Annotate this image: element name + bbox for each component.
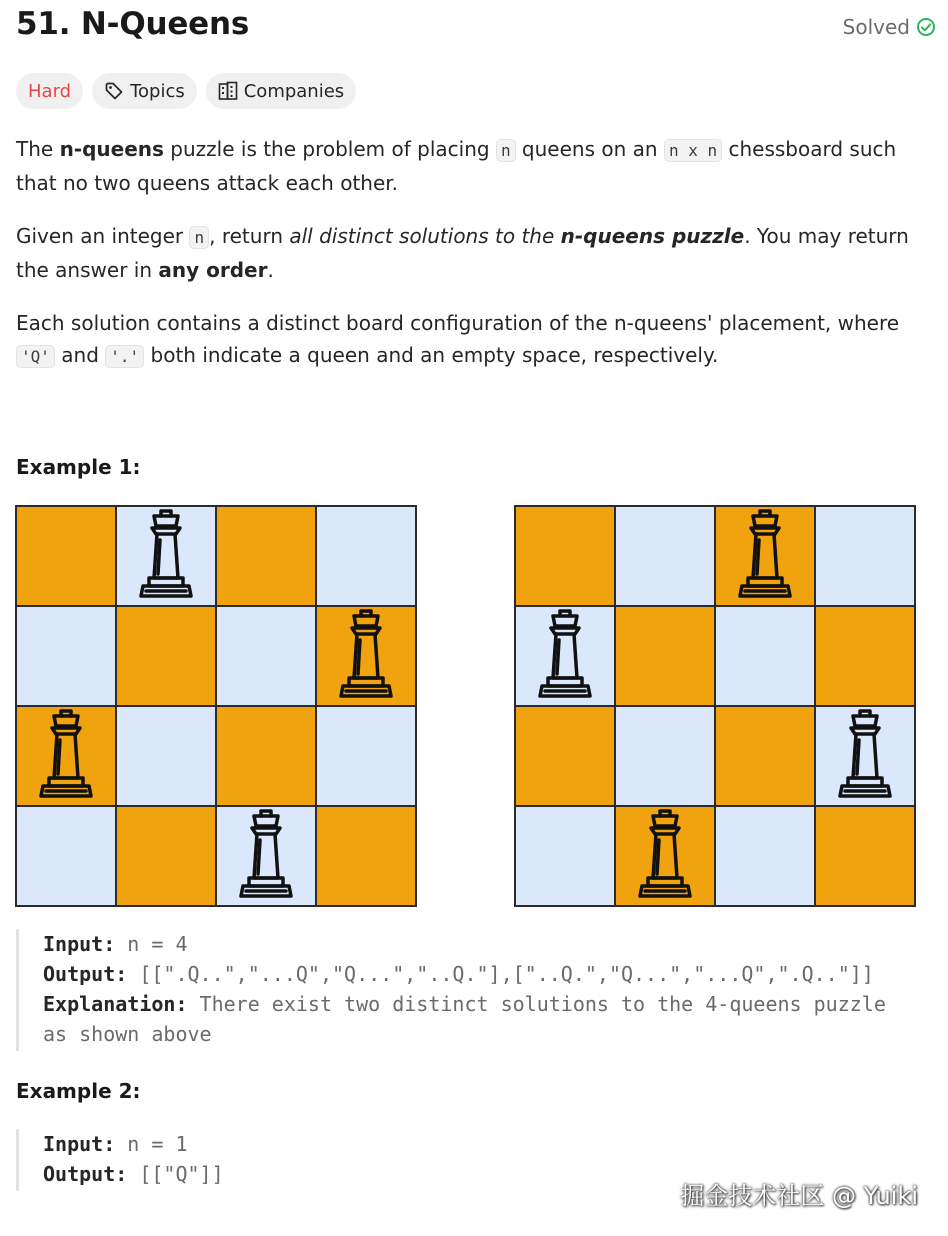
solved-label: Solved	[842, 15, 910, 39]
board-square	[715, 806, 815, 906]
description-paragraph-3	[16, 307, 932, 373]
text: Given an integer	[16, 224, 190, 248]
output-label: Output:	[43, 1162, 128, 1186]
inline-code: n	[189, 226, 209, 249]
output-value: [["Q"]]	[127, 1162, 224, 1186]
board-square	[16, 806, 116, 906]
text: . You may return the answer in	[16, 224, 909, 282]
companies-button[interactable]	[206, 73, 356, 109]
bold-term: any order	[158, 258, 268, 282]
difficulty-label: Hard	[28, 80, 72, 102]
explanation-label: Explanation:	[43, 992, 188, 1016]
board-square	[815, 806, 915, 906]
difficulty-badge	[16, 73, 83, 109]
board-square	[615, 706, 715, 806]
text: , return	[209, 224, 290, 248]
board-square	[615, 506, 715, 606]
text: and	[54, 343, 106, 367]
board-square	[216, 506, 316, 606]
topics-button[interactable]	[92, 73, 197, 109]
chessboard-solution-1	[15, 505, 417, 907]
bold-term: n-queens	[59, 137, 164, 161]
input-label: Input:	[43, 1132, 116, 1156]
inline-code: 'Q'	[16, 345, 55, 368]
bold-italic-text: n-queens puzzle	[560, 224, 745, 248]
board-square	[515, 506, 615, 606]
input-value: n = 1	[115, 1132, 188, 1156]
board-square	[815, 506, 915, 606]
board-square	[515, 706, 615, 806]
text: queens on an	[515, 137, 664, 161]
example-2-code-block	[16, 1129, 224, 1191]
board-square	[216, 606, 316, 706]
inline-code: n x n	[664, 139, 722, 162]
description-paragraph-1	[16, 133, 932, 199]
board-square	[615, 606, 715, 706]
board-square	[815, 606, 915, 706]
text: chessboard such that no two queens attack each other.	[16, 137, 897, 195]
inline-code: '.'	[105, 345, 144, 368]
board-square	[116, 706, 216, 806]
italic-text: all distinct solutions to the	[289, 224, 561, 248]
problem-title: 51. N-Queens	[16, 6, 250, 42]
board-square	[515, 806, 615, 906]
watermark: 掘金技术社区 @ Yuiki	[680, 1182, 918, 1210]
explanation-value-continued: as shown above	[43, 1022, 212, 1046]
description-paragraph-2	[16, 220, 932, 286]
board-square	[116, 806, 216, 906]
board-square	[715, 606, 815, 706]
example-1-code-block	[16, 929, 886, 1051]
companies-label: Companies	[243, 80, 345, 102]
example-2-heading: Example 2:	[16, 1079, 141, 1103]
input-value: n = 4	[115, 932, 188, 956]
topics-label: Topics	[130, 80, 185, 102]
tag-icon	[104, 81, 124, 101]
example-1-heading: Example 1:	[16, 455, 141, 479]
tag-row	[16, 73, 356, 109]
chessboard-solution-2	[514, 505, 916, 907]
check-circle-icon	[916, 17, 936, 37]
input-label: Input:	[43, 932, 116, 956]
board-square	[216, 706, 316, 806]
board-square	[316, 706, 416, 806]
text: both indicate a queen and an empty space, respectively.	[144, 343, 719, 367]
board-square	[316, 506, 416, 606]
output-label: Output:	[43, 962, 128, 986]
text: .	[267, 258, 274, 282]
output-value: [[".Q..","...Q","Q...","..Q."],["..Q.","Q...","...Q",".Q.."]]	[127, 962, 874, 986]
solved-status	[843, 15, 936, 39]
board-square	[715, 706, 815, 806]
text: Each solution contains a distinct board configuration of the n-queens' placement, where	[16, 311, 900, 335]
board-square	[16, 506, 116, 606]
board-square	[116, 606, 216, 706]
board-square	[16, 606, 116, 706]
text: puzzle is the problem of placing	[163, 137, 496, 161]
building-icon	[218, 81, 238, 101]
board-square	[316, 806, 416, 906]
explanation-value: There exist two distinct solutions to the 4-queens puzzle	[187, 992, 886, 1016]
inline-code: n	[496, 139, 516, 162]
text: The	[16, 137, 60, 161]
